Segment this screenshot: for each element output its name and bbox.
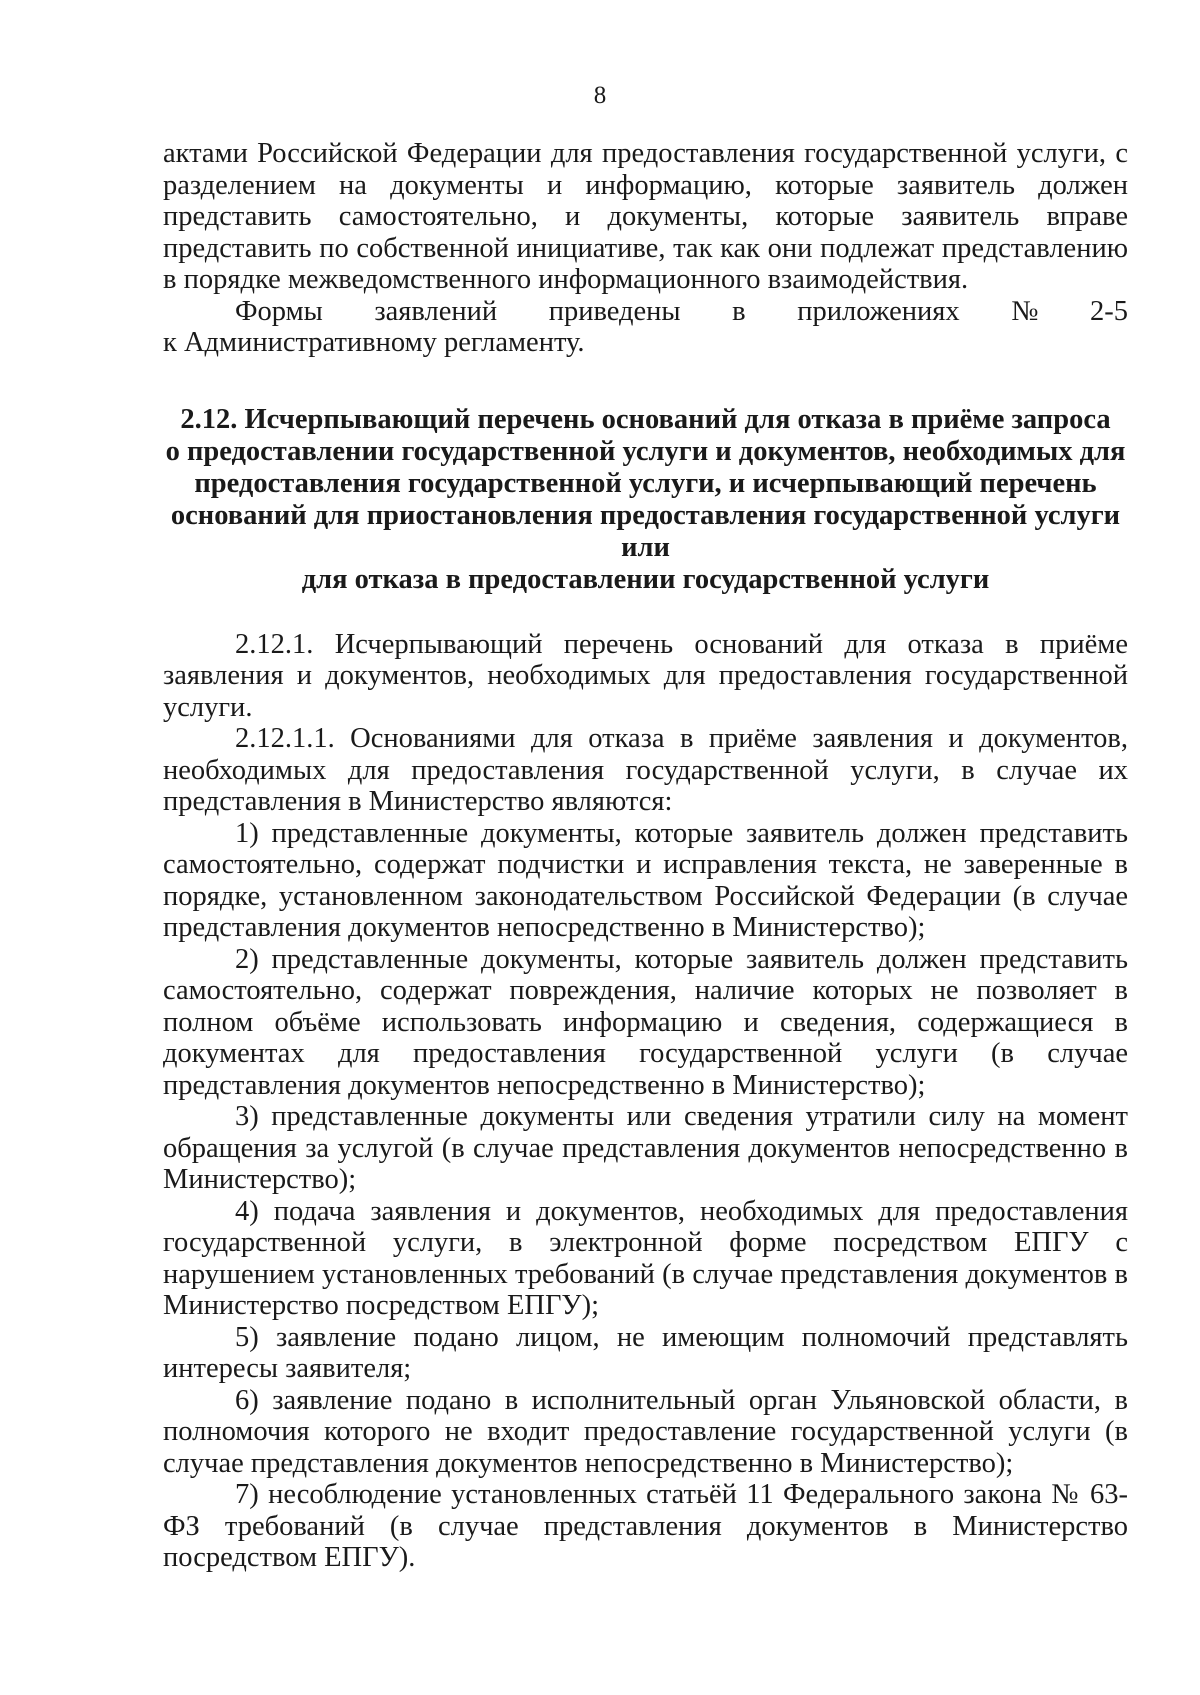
forms-word: 2-5 — [1089, 295, 1128, 327]
heading-line: 2.12. Исчерпывающий перечень оснований для отказа в приёме запроса — [180, 403, 1111, 435]
heading-line: для отказа в предоставлении государственной услуги — [301, 563, 990, 595]
intro-paragraph: актами Российской Федерации для предоставления государственной услуги, с разделением на документы и информацию, которые заявитель должен представить самостоятельно, и документы, которые заявитель вправе представить по собственной инициативе, так как они подлежат представлению в порядке межведомственного информационного взаимодействия. — [163, 138, 1128, 295]
list-item: 2) представленные документы, которые заявитель должен представить самостоятельно, содержат повреждения, наличие которых не позволяет в полном объёме использовать информацию и сведения, содержащиеся в документах для предоставления государственной услуги (в случае представления документов непосредственно в Министерство); — [163, 943, 1128, 1101]
forms-word: в — [732, 295, 746, 327]
list-item: 6) заявление подано в исполнительный орган Ульяновской области, в полномочия которого не входит предоставление государственной услуги (в случае представления документов непосредственно в Министерство); — [163, 1384, 1128, 1479]
forms-word: № — [1011, 295, 1039, 327]
forms-word: Формы — [235, 295, 323, 327]
forms-word: приведены — [548, 295, 681, 327]
list-item: 4) подача заявления и документов, необходимых для предоставления государственной услуги, в электронной форме посредством ЕПГУ с нарушением установленных требований (в случае представления документов в Министерство посредством ЕПГУ); — [163, 1195, 1128, 1321]
document-body — [163, 138, 1128, 1574]
heading-line: предоставления государственной услуги, и исчерпывающий перечень — [194, 467, 1097, 499]
list-item: 1) представленные документы, которые заявитель должен представить самостоятельно, содержат подчистки и исправления текста, не заверенные в порядке, установленном законодательством Российской Федерации (в случае представления документов непосредственно в Министерство); — [163, 817, 1128, 943]
list-item: 5) заявление подано лицом, не имеющим полномочий представлять интересы заявителя; — [163, 1321, 1128, 1384]
list-item: 3) представленные документы или сведения утратили силу на момент обращения за услугой (в случае представления документов непосредственно в Министерство); — [163, 1101, 1128, 1195]
forms-word: заявлений — [374, 295, 498, 327]
list-item: 7) несоблюдение установленных статьёй 11 Федерального закона № 63-ФЗ требований (в случае представления документов в Министерство посредством ЕПГУ). — [163, 1479, 1128, 1573]
forms-tail: к Административному регламенту. — [163, 327, 585, 358]
section-heading — [163, 404, 1128, 596]
forms-line — [163, 296, 1128, 328]
forms-word: приложениях — [797, 295, 960, 327]
heading-line: о предоставлении государственной услуги и документов, необходимых для — [165, 435, 1126, 467]
page-number: 8 — [593, 82, 607, 109]
paragraph-2-12-1: 2.12.1. Исчерпывающий перечень оснований для отказа в приёме заявления и документов, необходимых для предоставления государственной услуги. — [163, 628, 1128, 723]
paragraph-2-12-1-1: 2.12.1.1. Основаниями для отказа в приёме заявления и документов, необходимых для предоставления государственной услуги, в случае их представления в Министерство являются: — [163, 723, 1128, 817]
heading-line: оснований для приостановления предоставления государственной услуги или — [170, 499, 1121, 563]
